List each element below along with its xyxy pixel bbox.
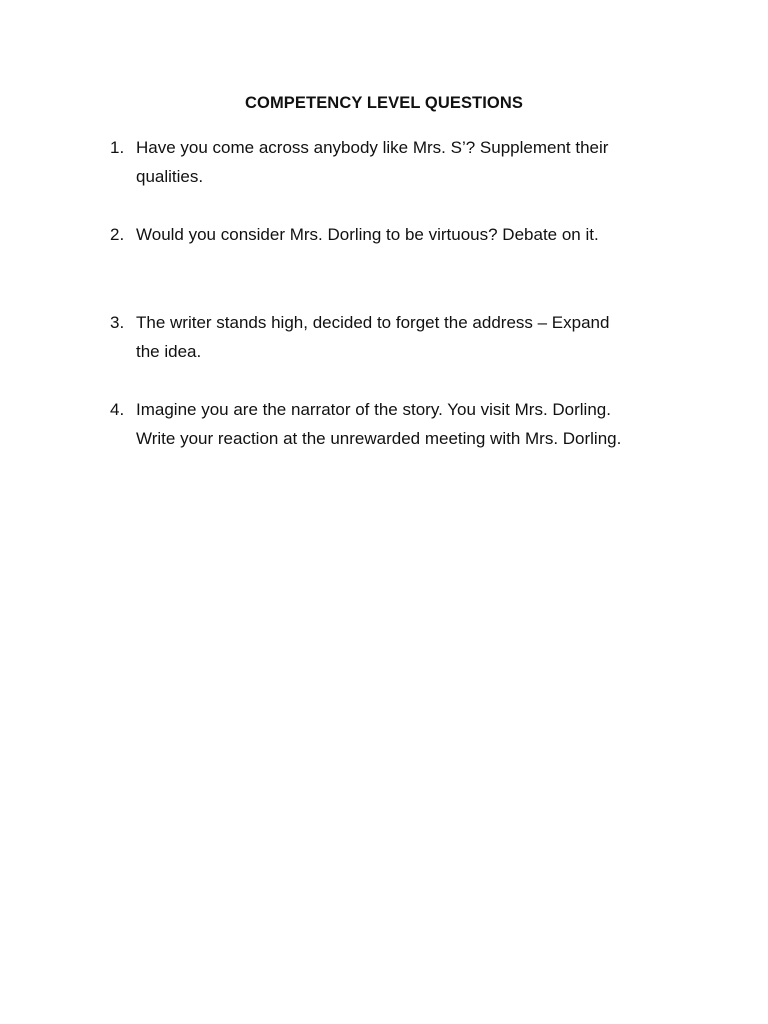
question-text-line: The writer stands high, decided to forget the address – Expand: [136, 313, 610, 332]
question-number: 4.: [110, 400, 125, 419]
question-text-line: qualities.: [136, 167, 204, 186]
question-number: 2.: [110, 225, 125, 244]
question-number: 3.: [110, 313, 125, 332]
question-text-line: Have you come across anybody like Mrs. S’? Supplement their: [136, 138, 609, 157]
question-text-line: Imagine you are the narrator of the story. You visit Mrs. Dorling.: [136, 400, 611, 419]
question-text-line: Write your reaction at the unrewarded meeting with Mrs. Dorling.: [136, 429, 622, 448]
page-title: COMPETENCY LEVEL QUESTIONS: [245, 94, 523, 112]
question-text: [136, 220, 710, 249]
question-text-line: Would you consider Mrs. Dorling to be virtuous? Debate on it.: [136, 225, 599, 244]
question-text: [136, 395, 710, 453]
question-text: [136, 308, 710, 366]
question-number: 1.: [110, 138, 125, 157]
question-text: [136, 133, 710, 191]
question-text-line: the idea.: [136, 342, 202, 361]
